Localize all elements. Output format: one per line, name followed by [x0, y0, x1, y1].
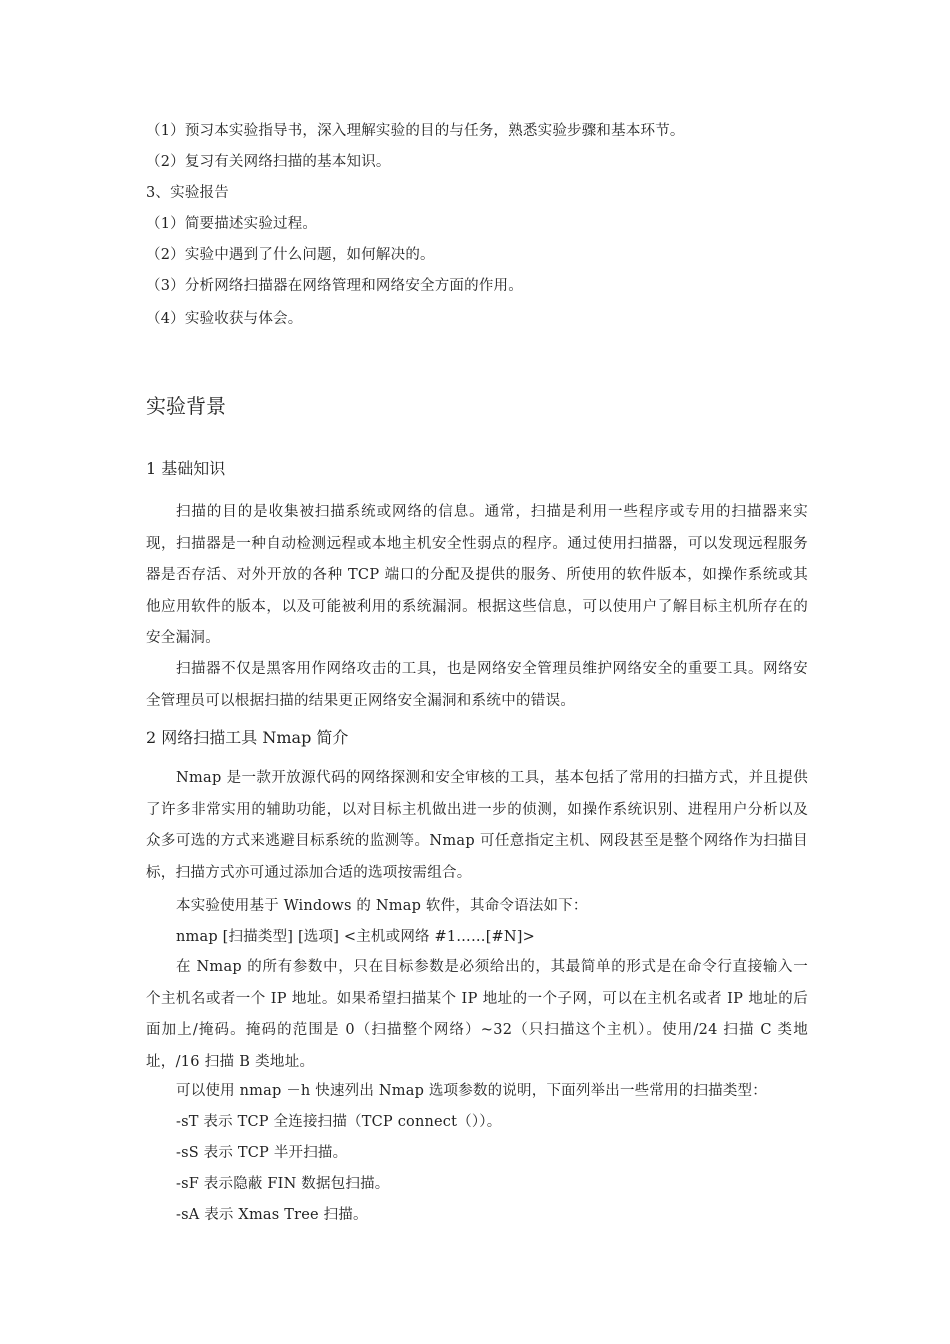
background-title: 实验背景 — [146, 394, 226, 418]
report-title: 3、实验报告 — [146, 185, 229, 201]
option-sS: -sS 表示 TCP 半开扫描。 — [176, 1145, 348, 1161]
report-item-2: （2）实验中遇到了什么问题，如何解决的。 — [146, 247, 435, 263]
nmap-paragraph-2: 在 Nmap 的所有参数中，只在目标参数是必须给出的，其最简单的形式是在命令行直接输入一个主机名或者一个 IP 地址。如果希望扫描某个 IP 地址的一个子网，可以在主机名或者 IP 地址的后面加上/掩码。掩码的范围是 0（扫描整个网络）~32（只扫描这个主机）。使用/24 扫描 C 类地址，/16 扫描 B 类地址。 — [146, 959, 808, 1070]
prep-item-1: （1）预习本实验指导书，深入理解实验的目的与任务，熟悉实验步骤和基本环节。 — [146, 123, 685, 139]
nmap-paragraph-1: Nmap 是一款开放源代码的网络探测和安全审核的工具，基本包括了常用的扫描方式，并且提供了许多非常实用的辅助功能，以对目标主机做出进一步的侦测，如操作系统识别、进程用户分析以及众多可选的方式来逃避目标系统的监测等。Nmap 可任意指定主机、网段甚至是整个网络作为扫描目标，扫描方式亦可通过添加合适的选项按需组合。 — [146, 770, 808, 881]
basics-paragraph-2: 扫描器不仅是黑客用作网络攻击的工具，也是网络安全管理员维护网络安全的重要工具。网络安全管理员可以根据扫描的结果更正网络安全漏洞和系统中的错误。 — [146, 661, 808, 709]
prep-item-2: （2）复习有关网络扫描的基本知识。 — [146, 154, 391, 170]
usage-intro: 本实验使用基于 Windows 的 Nmap 软件，其命令语法如下： — [176, 898, 588, 914]
report-item-3: （3）分析网络扫描器在网络管理和网络安全方面的作用。 — [146, 278, 523, 294]
report-item-4: （4）实验收获与体会。 — [146, 311, 303, 327]
option-sT: -sT 表示 TCP 全连接扫描（TCP connect（））。 — [176, 1114, 502, 1130]
nmap-heading: 2 网络扫描工具 Nmap 简介 — [146, 728, 349, 747]
option-sA: -sA 表示 Xmas Tree 扫描。 — [176, 1207, 368, 1223]
option-sF: -sF 表示隐蔽 FIN 数据包扫描。 — [176, 1176, 390, 1192]
command-syntax: nmap [扫描类型] [选项] <主机或网络 #1……[#N]> — [176, 929, 536, 945]
report-item-1: （1）简要描述实验过程。 — [146, 216, 318, 232]
basics-paragraph-1: 扫描的目的是收集被扫描系统或网络的信息。通常，扫描是利用一些程序或专用的扫描器来实现，扫描器是一种自动检测远程或本地主机安全性弱点的程序。通过使用扫描器，可以发现远程服务器是否存活、对外开放的各种 TCP 端口的分配及提供的服务、所使用的软件版本，如操作系统或其他应用软件的版本，以及可能被利用的系统漏洞。根据这些信息，可以使用户了解目标主机所存在的安全漏洞。 — [146, 504, 808, 647]
help-intro: 可以使用 nmap －h 快速列出 Nmap 选项参数的说明，下面列举出一些常用的扫描类型： — [176, 1083, 767, 1099]
basics-heading: 1 基础知识 — [146, 459, 226, 478]
